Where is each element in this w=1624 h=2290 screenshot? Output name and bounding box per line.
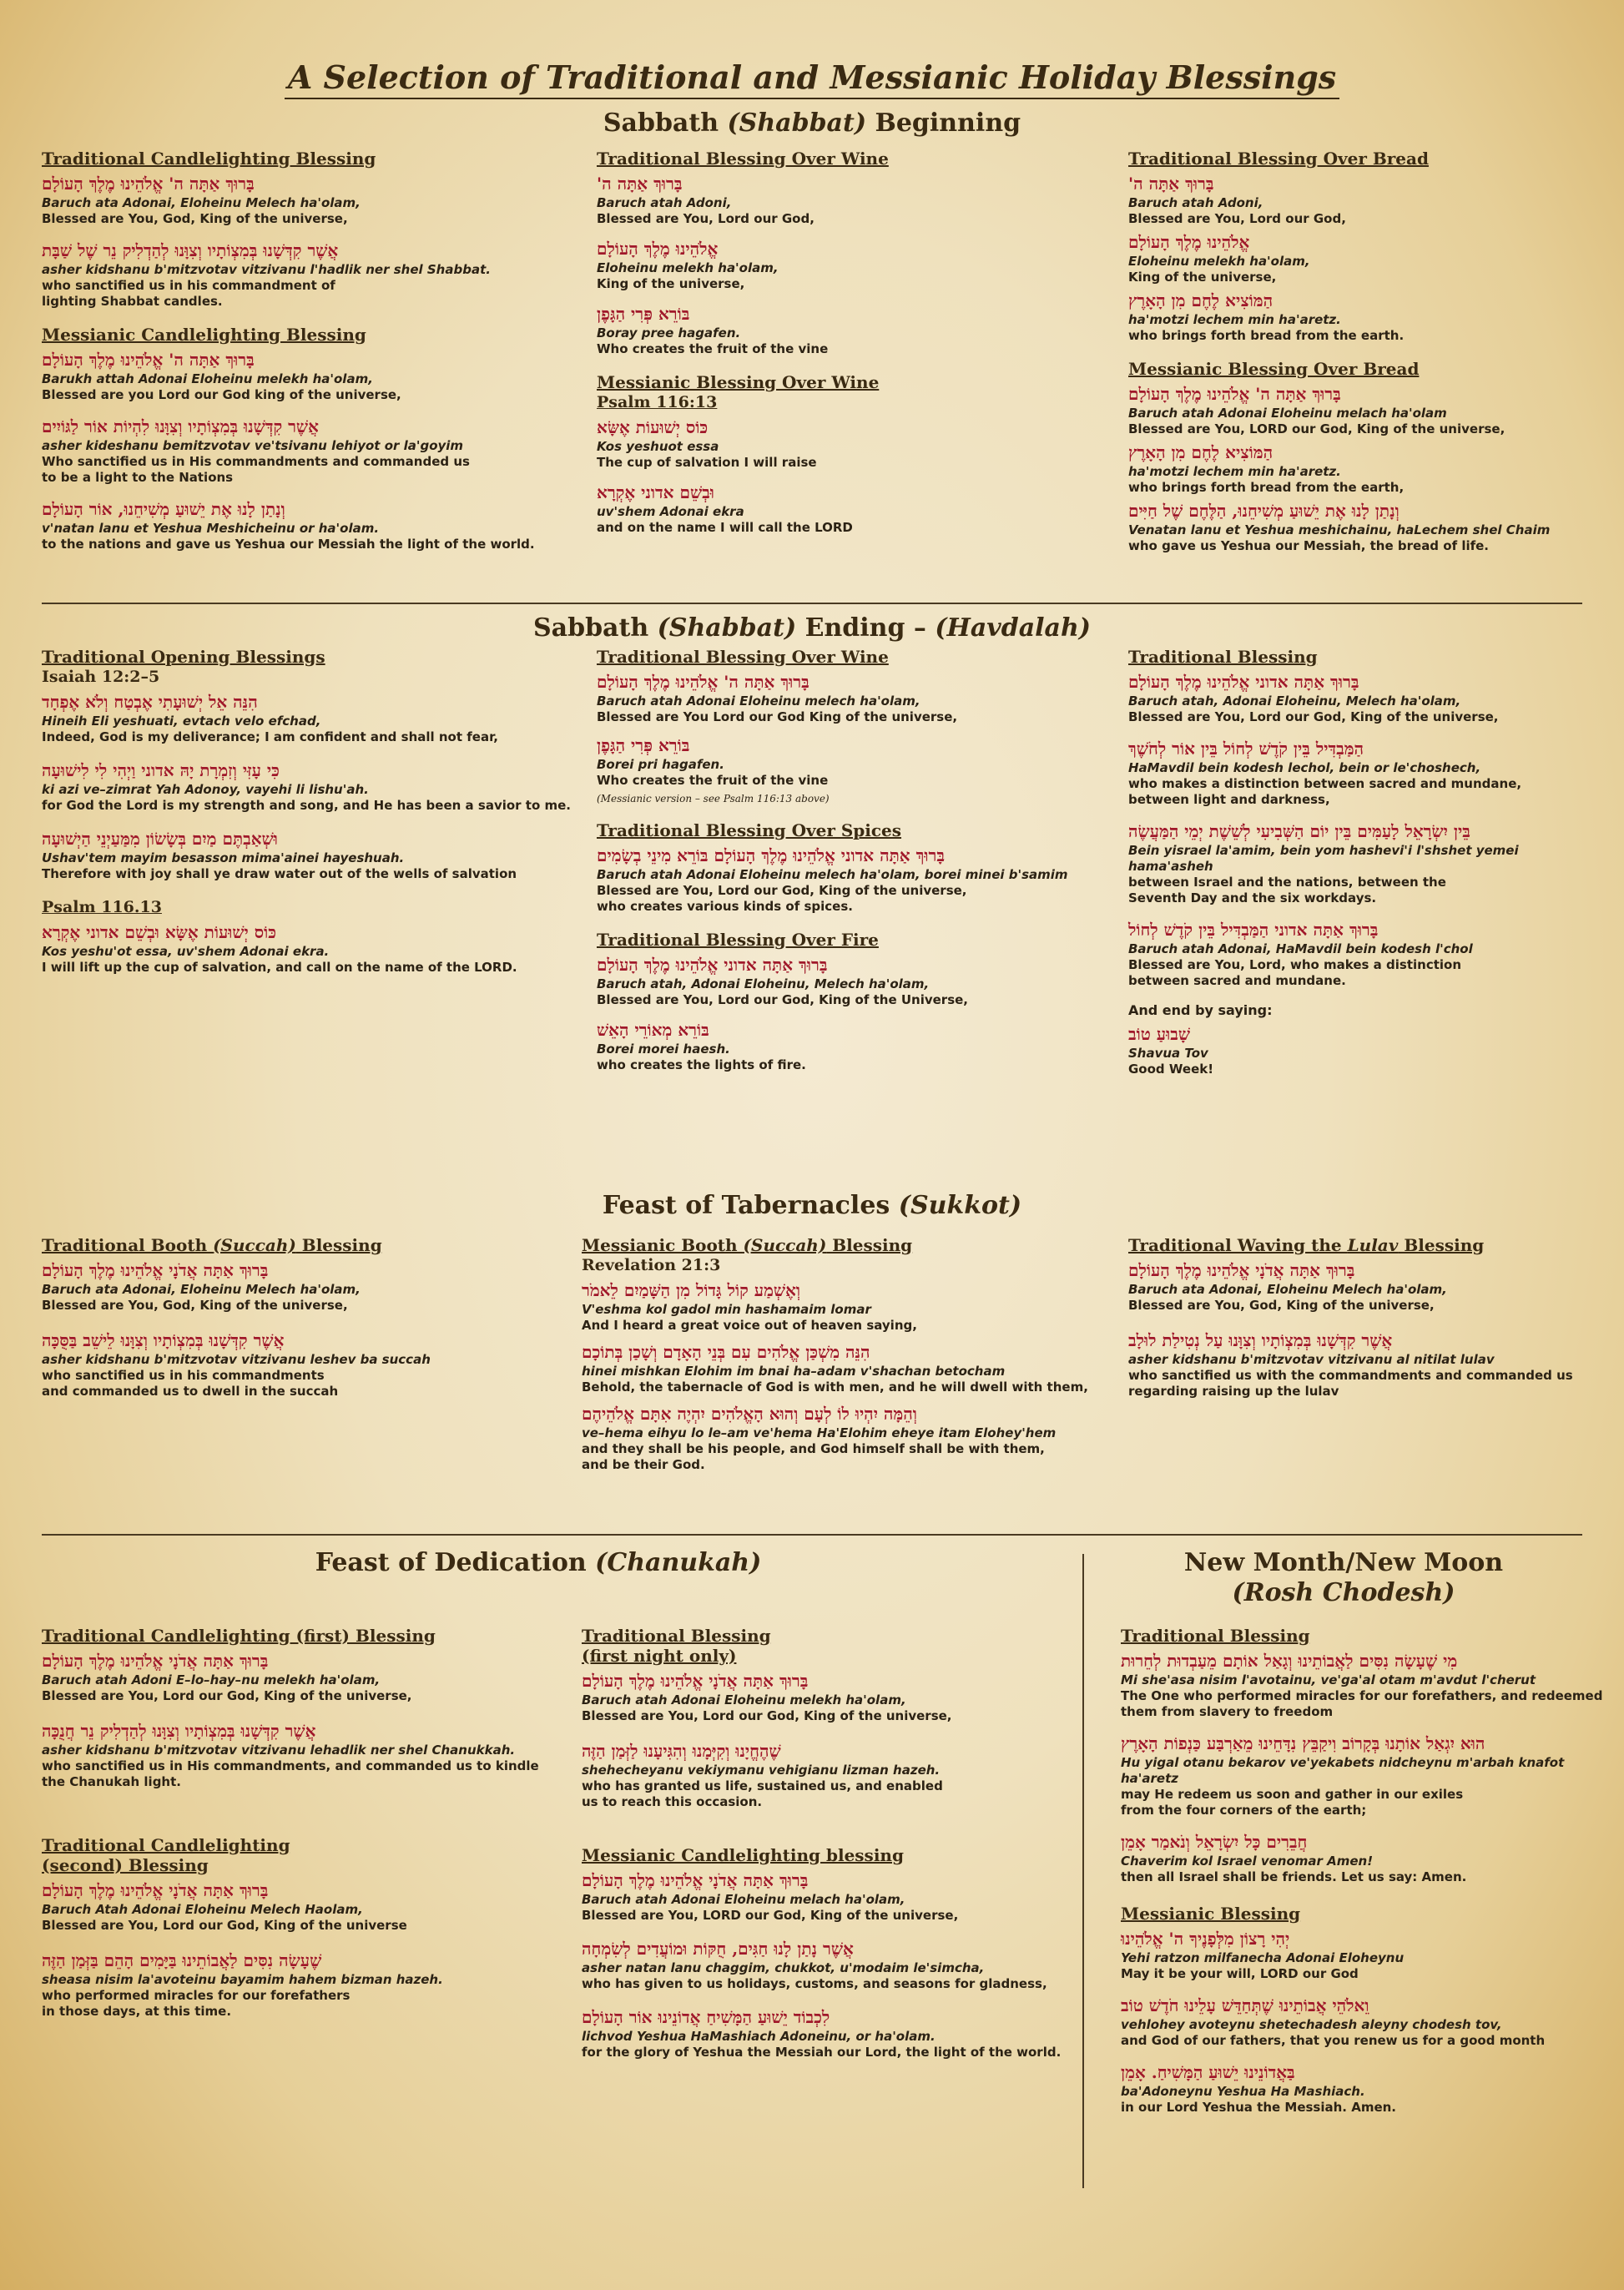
traditional-blessing-over-bread: [1128, 149, 1596, 344]
translation: and God of our fathers, that you renew us for a good month: [1121, 2033, 1546, 2048]
traditional-first-night-blessing: [582, 1626, 1066, 1810]
hebrew-text: וּבְשֵׁם אדוני אֶקְרָא: [597, 482, 714, 502]
traditional-blessing-over-fire: [597, 930, 1114, 1073]
havdalah-traditional-blessing: [1128, 647, 1596, 1077]
transliteration: asher kidshanu b'mitzvotav vitzivanu lehadlik ner shel Chanukkah.: [42, 1743, 516, 1758]
translation: who brings forth bread from the earth,: [1128, 480, 1405, 495]
hebrew-text: בָּרוּךְ אַתָּה ה' אֱלֹהֵינוּ מֶלֶךְ הָעוֹלָם: [42, 174, 255, 194]
hebrew-text: כּוֹס יְשׁוּעוֹת אֶשָּׂא: [597, 417, 709, 437]
blessing-heading: Messianic Blessing Over Wine: [597, 372, 880, 392]
hebrew-text: בָּרוּךְ אַתָּה ה' אֱלֹהֵינוּ מֶלֶךְ הָעוֹלָם: [42, 350, 255, 370]
translation: from the four corners of the earth;: [1121, 1803, 1367, 1818]
blessing-heading: Traditional Blessing Over Wine: [597, 149, 889, 169]
translation: Good Week!: [1128, 1062, 1214, 1077]
sukkot-col-2: [582, 1235, 1116, 1488]
section-title-chanukah: Feast of Dedication (Chanukah): [315, 1548, 762, 1577]
section-divider: [42, 603, 1582, 604]
translation: The cup of salvation I will raise: [597, 455, 817, 470]
transliteration: shehecheyanu vekiymanu vehigianu lizman hazeh.: [582, 1763, 941, 1778]
translation: the Chanukah light.: [42, 1774, 181, 1789]
translation: and be their God.: [582, 1457, 705, 1472]
hebrew-text: וּשְׁאַבְתֶּם מַיִם בְּשָׂשׂוֹן מִמַּעַיְנֵי הַיְשׁוּעָה: [42, 829, 278, 849]
traditional-candlelighting-first-blessing: [42, 1626, 559, 1790]
hebrew-text: בָּרוּךְ אַתָּה אדוני אֱלֹהֵינוּ מֶלֶךְ הָעוֹלָם בּוֹרֵא מִינֵי בְשָׂמִים: [597, 845, 946, 865]
translation: who makes a distinction between sacred and mundane,: [1128, 776, 1522, 791]
hebrew-text: הַמּוֹצִיא לֶחֶם מִן הָאָרֶץ: [1128, 290, 1273, 310]
translation: who sanctified us with the commandments and commanded us: [1128, 1368, 1573, 1383]
translation: who creates the lights of fire.: [597, 1057, 806, 1072]
shabbat-begin-col-3: [1128, 149, 1596, 569]
messianic-chanukah-candlelighting-blessing: [582, 1845, 1066, 2060]
transliteration: hinei mishkan Elohim im bnai ha–adam v'shachan betocham: [582, 1364, 1006, 1379]
transliteration: Borei morei haesh.: [597, 1042, 730, 1057]
transliteration: asher kidshanu b'mitzvotav vitzivanu l'hadlik ner shel Shabbat.: [42, 262, 491, 277]
transliteration: Kos yeshuot essa: [597, 439, 719, 454]
translation: Blessed are You, LORD our God, King of the universe,: [582, 1908, 959, 1923]
blessing-heading: Traditional Booth (Succah) Blessing: [42, 1235, 382, 1255]
transliteration: ve–hema eihyu lo le–am ve'hema Ha'Elohim eheye itam Elohey'hem: [582, 1425, 1057, 1440]
translation: who sanctified us in His commandments, and commanded us to kindle: [42, 1758, 539, 1773]
messianic-booth-blessing: [582, 1235, 1116, 1473]
transliteration: Baruch atah Adonai, HaMavdil bein kodesh l'chol: [1128, 941, 1473, 956]
hebrew-text: בָּרוּךְ אַתָּה ה' אֱלֹהֵינוּ מֶלֶךְ הָעוֹלָם: [1128, 384, 1341, 404]
transliteration: Barukh attah Adonai Eloheinu melekh ha'olam,: [42, 371, 373, 386]
hebrew-text: אֲשֶׁר קִדְּשָׁנוּ בְּמִצְוֹתָיו וְצִוָּנוּ עַל נְטִילַת לוּלָב: [1128, 1330, 1393, 1350]
rosh-chodesh-messianic-blessing: [1121, 1904, 1605, 2116]
transliteration: Baruch atah Adoni,: [1128, 195, 1263, 210]
translation: Blessed are You, Lord our God, King of the Universe,: [597, 992, 968, 1007]
translation: and commanded us to dwell in the succah: [42, 1384, 339, 1399]
transliteration: Baruch atah, Adonai Eloheinu, Melech ha'olam,: [597, 976, 930, 991]
translation: Seventh Day and the six workdays.: [1128, 890, 1377, 905]
scripture-reference: Psalm 116.13: [42, 898, 162, 916]
blessing-heading: Traditional Candlelighting: [42, 1835, 290, 1855]
transliteration: Baruch atah Adonai Eloheinu melach ha'olam: [1128, 406, 1447, 421]
hebrew-text: אֱלֹהֵינוּ מֶלֶךְ הָעוֹלָם: [1128, 232, 1250, 252]
blessing-heading: Messianic Booth (Succah) Blessing: [582, 1235, 913, 1255]
translation: Blessed are You, Lord our God, King of the universe,: [42, 1688, 412, 1703]
transliteration: Baruch atah Adonai Eloheinu melech ha'olam,: [597, 694, 920, 709]
translation: lighting Shabbat candles.: [42, 294, 223, 309]
hebrew-text: שֶׁעָשָׂה נִסִּים לַאֲבוֹתֵינוּ בַּיָּמִים הָהֵם בַּזְּמַן הַזֶּה: [42, 1950, 322, 1970]
hebrew-text: חֲבֵרִים כָּל יִשְׂרָאֵל וְנֹאמַר אָמֵן: [1121, 1832, 1308, 1852]
traditional-candlelighting-blessing: [42, 149, 559, 310]
translation: regarding raising up the lulav: [1128, 1384, 1339, 1399]
translation: Who creates the fruit of the vine: [597, 773, 829, 788]
traditional-candlelighting-second-blessing: [42, 1835, 559, 2020]
rosh-chodesh-col: [1121, 1626, 1605, 2131]
section-title-sukkot: Feast of Tabernacles (Sukkot): [602, 1191, 1022, 1220]
scripture-reference: Psalm 116:13: [597, 393, 718, 411]
blessing-heading: Messianic Blessing Over Bread: [1128, 359, 1420, 379]
hebrew-text: בּוֹרֵא פְּרִי הַגָּפֶן: [597, 304, 690, 324]
hebrew-text: בָּרוּךְ אַתָּה אדוני הַמַּבְדִּיל בֵּין קֹדֶשׁ לְחוֹל: [1128, 920, 1379, 940]
blessing-heading: Traditional Blessing: [582, 1626, 771, 1646]
chanukah-col-1: [42, 1626, 559, 2035]
transliteration: Bein yisrael la'amim, bein yom hashevi'i l'shshet yemei hama'asheh: [1128, 843, 1519, 874]
messianic-candlelighting-blessing: [42, 325, 559, 552]
transliteration: Ushav'tem mayim besasson mima'ainei hayeshuah.: [42, 850, 405, 865]
transliteration: Eloheinu melekh ha'olam,: [597, 260, 779, 275]
translation: Blessed are You, Lord our God,: [597, 211, 815, 226]
transliteration: Chaverim kol Israel venomar Amen!: [1121, 1854, 1374, 1869]
blessing-heading: Traditional Blessing Over Spices: [597, 820, 902, 840]
traditional-blessing-over-wine: [597, 149, 1097, 357]
transliteration: Eloheinu melekh ha'olam,: [1128, 254, 1310, 269]
hebrew-text: בָּרוּךְ אַתָּה ה': [597, 174, 683, 194]
transliteration: ba'Adoneynu Yeshua Ha Mashiach.: [1121, 2084, 1365, 2099]
hebrew-text: אֲשֶׁר קִדְּשָׁנוּ בְּמִצְוֹתָיו וְצִוָּנוּ לִהְיוֹת אוֹר לַגּוֹיִים: [42, 416, 319, 436]
havdalah-col-3: [1128, 647, 1596, 1092]
hebrew-text: אֲשֶׁר קִדְּשָׁנוּ בְּמִצְוֹתָיו וְצִוָּנוּ לְהַדְלִיק נֵר שֶׁל שַׁבָּת: [42, 240, 339, 260]
blessing-heading: Traditional Opening Blessings: [42, 647, 325, 667]
blessing-heading: Traditional Blessing Over Bread: [1128, 149, 1429, 169]
hebrew-text: אֲשֶׁר נָתַן לָנוּ חַגִּים, חֻקּוֹת וּמוֹעֲדִים לְשִׂמְחָה: [582, 1939, 854, 1959]
translation: Who creates the fruit of the vine: [597, 341, 829, 356]
hebrew-text: בֵּין יִשְׂרָאֵל לָעַמִּים בֵּין יוֹם הַשְּׁבִיעִי לְשֵׁשֶׁת יְמֵי הַמַּעֲשֶׂה: [1128, 821, 1470, 841]
messianic-version-note: (Messianic version – see Psalm 116:13 above): [597, 793, 830, 805]
hebrew-text: בָּרוּךְ אַתָּה אדוני אֱלֹהֵינוּ מֶלֶךְ הָעוֹלָם: [597, 955, 828, 975]
transliteration: Shavua Tov: [1128, 1046, 1208, 1061]
translation: who creates various kinds of spices.: [597, 899, 853, 914]
closing-instruction: And end by saying:: [1128, 1002, 1273, 1018]
translation: King of the universe,: [597, 276, 745, 291]
blessing-heading: Messianic Candlelighting blessing: [582, 1845, 904, 1865]
hebrew-text: וְנָתַן לָנוּ אֶת יֵשׁוּעַ מְשִׁיחֵנוּ, אוֹר הָעוֹלָם: [42, 499, 285, 519]
traditional-blessing-over-spices: [597, 820, 1114, 915]
translation: Therefore with joy shall ye draw water out of the wells of salvation: [42, 866, 517, 881]
messianic-blessing-over-wine: [597, 372, 1097, 536]
blessing-heading: Messianic Blessing: [1121, 1904, 1301, 1924]
transliteration: ki azi ve–zimrat Yah Adonoy, vayehi li lishu'ah.: [42, 782, 369, 797]
translation: who has given to us holidays, customs, and seasons for gladness,: [582, 1976, 1047, 1991]
transliteration: Boray pree hagafen.: [597, 325, 741, 340]
hebrew-text: בָּרוּךְ אַתָּה ה' אֱלֹהֵינוּ מֶלֶךְ הָעוֹלָם: [597, 672, 809, 692]
transliteration: Baruch ata Adonai, Eloheinu Melech ha'olam,: [42, 195, 361, 210]
translation: Blessed are You Lord our God King of the universe,: [597, 709, 958, 724]
hebrew-text: בָּרוּךְ אַתָּה אדוני אֱלֹהֵינוּ מֶלֶךְ הָעוֹלָם: [1128, 672, 1359, 692]
blessing-heading: Traditional Blessing Over Fire: [597, 930, 879, 950]
scripture-reference: Isaiah 12:2–5: [42, 668, 160, 686]
hebrew-text: בָּרוּךְ אַתָּה אֲדֹנָי אֱלֹהֵינוּ מֶלֶךְ הָעוֹלָם: [1128, 1260, 1355, 1280]
hebrew-text: בַּאֲדוֹנֵינוּ יֵשׁוּעַ הַמָּשִׁיחַ. אָמֵן: [1121, 2062, 1295, 2082]
section-title-havdalah: Sabbath (Shabbat) Ending – (Havdalah): [532, 613, 1091, 643]
hebrew-text: וֵאלֹהֵי אֲבוֹתֵינוּ שֶׁתְּחַדֵּשׁ עָלֵינוּ חֹדֶשׁ טוֹב: [1121, 1995, 1369, 2015]
translation: them from slavery to freedom: [1121, 1704, 1334, 1719]
hebrew-text: שֶׁהֶחֱיָנוּ וְקִיְּמָנוּ וְהִגִּיעָנוּ לַזְּמַן הַזֶּה: [582, 1741, 781, 1761]
transliteration: sheasa nisim la'avoteinu bayamim hahem bizman hazeh.: [42, 1972, 443, 1987]
hebrew-text: בָּרוּךְ אַתָּה אֲדֹנָי אֱלֹהֵינוּ מֶלֶךְ הָעוֹלָם: [582, 1671, 809, 1691]
translation: who sanctified us in his commandment of: [42, 278, 335, 293]
translation: Blessed are You, God, King of the universe,: [42, 1298, 348, 1313]
blessing-heading: Traditional Blessing: [1128, 647, 1318, 667]
transliteration: Baruch atah Adonai Eloheinu melekh ha'olam,: [582, 1692, 906, 1707]
translation: in those days, at this time.: [42, 2004, 232, 2019]
transliteration: asher kidshanu b'mitzvotav vitzivanu leshev ba succah: [42, 1352, 431, 1367]
blessing-heading: Traditional Blessing: [1121, 1626, 1310, 1646]
translation: between sacred and mundane.: [1128, 973, 1346, 988]
translation: Blessed are you Lord our God king of the universe,: [42, 387, 401, 402]
transliteration: Baruch atah Adonai Eloheinu melach ha'olam,: [582, 1892, 905, 1907]
blessing-heading: Traditional Waving the Lulav Blessing: [1128, 1235, 1485, 1255]
translation: Blessed are You, Lord our God,: [1128, 211, 1346, 226]
translation: who sanctified us in his commandments: [42, 1368, 325, 1383]
blessing-heading: Messianic Candlelighting Blessing: [42, 325, 366, 345]
translation: who performed miracles for our forefathers: [42, 1988, 351, 2003]
translation: Blessed are You, Lord our God, King of the universe,: [597, 883, 967, 898]
hebrew-text: לִכְבוֹד יֵשׁוּעַ הַמָּשִׁיחַ אֲדוֹנֵינוּ אוֹר הָעוֹלָם: [582, 2007, 830, 2027]
hebrew-text: אֲשֶׁר קִדְּשָׁנוּ בְּמִצְוֹתָיו וְצִוָּנוּ לֵישֵׁב בַּסֻּכָּה: [42, 1330, 285, 1350]
transliteration: Baruch Atah Adonai Eloheinu Melech Haolam,: [42, 1902, 363, 1917]
hebrew-text: הוּא יִגְאַל אוֹתָנוּ בְּקָרוֹב וִיקַבֵּץ נִדָּחֵינוּ מֵאַרְבַּע כַּנְפוֹת הָאָרֶץ: [1121, 1733, 1485, 1753]
translation: Blessed are You, God, King of the universe,: [1128, 1298, 1435, 1313]
transliteration: ha'motzi lechem min ha'aretz.: [1128, 464, 1341, 479]
rosh-chodesh-traditional-blessing: [1121, 1626, 1605, 1885]
blessing-heading: Traditional Candlelighting Blessing: [42, 149, 376, 169]
messianic-blessing-over-bread: [1128, 359, 1596, 554]
transliteration: Baruch atah Adonai Eloheinu melech ha'olam, borei minei b'samim: [597, 867, 1068, 882]
translation: and on the name I will call the LORD: [597, 520, 853, 535]
translation: to the nations and gave us Yeshua our Messiah the light of the world.: [42, 537, 535, 552]
section-title-rosh-chodesh: New Month/New Moon (Rosh Chodesh): [1183, 1548, 1504, 1607]
transliteration: Kos yeshu'ot essa, uv'shem Adonai ekra.: [42, 944, 330, 959]
hebrew-text: הַמַּבְדִּיל בֵּין קֹדֶשׁ לְחוֹל בֵּין אוֹר לְחֹשֶׁךְ: [1128, 739, 1364, 759]
column-divider: [1082, 1554, 1084, 2188]
sukkot-col-3: [1128, 1235, 1596, 1415]
hebrew-text: יְהִי רָצוֹן מִלְּפָנֶיךָ ה' אֱלֹהֵינוּ: [1121, 1929, 1290, 1949]
chanukah-col-2: [582, 1626, 1066, 2076]
hebrew-text: בּוֹרֵא פְּרִי הַגָּפֶן: [597, 735, 690, 755]
transliteration: Baruch atah Adoni E–lo–hay–nu melekh ha'olam,: [42, 1672, 381, 1687]
transliteration: HaMavdil bein kodesh lechol, bein or le'choshech,: [1128, 760, 1481, 775]
hebrew-text: וְנָתַן לָנוּ אֶת יֵשׁוּעַ מְשִׁיחֵנוּ, הַלֶּחֶם שֶׁל חַיִּים: [1128, 501, 1400, 521]
transliteration: Mi she'asa nisim l'avotainu, ve'ga'al otam m'avdut l'cherut: [1121, 1672, 1536, 1687]
transliteration: Baruch ata Adonai, Eloheinu Melech ha'olam,: [1128, 1282, 1447, 1297]
translation: Blessed are You, Lord our God, King of the universe: [42, 1918, 407, 1933]
translation: Blessed are You, Lord, who makes a distinction: [1128, 957, 1462, 972]
translation: Indeed, God is my deliverance; I am confident and shall not fear,: [42, 729, 498, 744]
translation: then all Israel shall be friends. Let us say: Amen.: [1121, 1869, 1467, 1884]
translation: between light and darkness,: [1128, 792, 1330, 807]
translation: to be a light to the Nations: [42, 470, 234, 485]
transliteration: vehlohey avoteynu shetechadesh aleyny chodesh tov,: [1121, 2017, 1502, 2032]
hebrew-text: בָּרוּךְ אַתָּה אֲדֹנָי אֱלֹהֵינוּ מֶלֶךְ הָעוֹלָם: [42, 1260, 269, 1280]
transliteration: Borei pri hagafen.: [597, 757, 724, 772]
translation: us to reach this occasion.: [582, 1794, 763, 1809]
section-title-shabbat-beginning: Sabbath (Shabbat) Beginning: [603, 108, 1021, 138]
shabbat-begin-col-2: [597, 149, 1097, 551]
hebrew-text: הִנֵּה מִשְׁכַּן אֱלֹהִים עִם בְּנֵי הָאָדָם וְשָׁכַן בְּתוֹכָם: [582, 1342, 870, 1362]
shabbat-begin-col-1: [42, 149, 559, 567]
hebrew-text: בָּרוּךְ אַתָּה אֲדֹנָי אֱלֹהֵינוּ מֶלֶךְ הָעוֹלָם: [42, 1651, 269, 1671]
transliteration: uv'shem Adonai ekra: [597, 504, 744, 519]
hebrew-text: בּוֹרֵא מְאוֹרֵי הָאֵשׁ: [597, 1020, 709, 1040]
havdalah-col-2: [597, 647, 1114, 1088]
translation: And I heard a great voice out of heaven saying,: [582, 1318, 917, 1333]
translation: The One who performed miracles for our forefathers, and redeemed: [1121, 1688, 1603, 1703]
translation: and they shall be his people, and God himself shall be with them,: [582, 1441, 1045, 1456]
translation: who gave us Yeshua our Messiah, the bread of life.: [1128, 538, 1490, 553]
translation: in our Lord Yeshua the Messiah. Amen.: [1121, 2100, 1397, 2115]
scripture-reference: Revelation 21:3: [582, 1256, 721, 1274]
hebrew-text: אֱלֹהֵינוּ מֶלֶךְ הָעוֹלָם: [597, 239, 719, 259]
transliteration: asher kideshanu bemitzvotav ve'tsivanu lehiyot or la'goyim: [42, 438, 464, 453]
transliteration: Yehi ratzon milfanecha Adonai Eloheynu: [1121, 1950, 1405, 1965]
hebrew-text: הִנֵּה אֵל יְשׁוּעָתִי אֶבְטַח וְלֹא אֶפְחָד: [42, 692, 258, 712]
translation: Who sanctified us in His commandments and commanded us: [42, 454, 470, 469]
hebrew-text: אֲשֶׁר קִדְּשָׁנוּ בְּמִצְוֹתָיו וְצִוָּנוּ לְהַדְלִיק נֵר חֲנֻכָּה: [42, 1721, 316, 1741]
traditional-opening-blessings: [42, 647, 584, 882]
transliteration: v'natan lanu et Yeshua Meshicheinu or ha'olam.: [42, 521, 380, 536]
translation: may He redeem us soon and gather in our exiles: [1121, 1787, 1464, 1802]
section-divider: [42, 1534, 1582, 1536]
hebrew-text: שָׁבוּעַ טוֹב: [1128, 1024, 1191, 1044]
hebrew-text: בָּרוּךְ אַתָּה ה': [1128, 174, 1214, 194]
hebrew-text: הַמּוֹצִיא לֶחֶם מִן הָאָרֶץ: [1128, 442, 1273, 462]
translation: between Israel and the nations, between the: [1128, 875, 1446, 890]
transliteration: Baruch ata Adonai, Eloheinu Melech ha'olam,: [42, 1282, 361, 1297]
translation: Blessed are You, LORD our God, King of the universe,: [1128, 421, 1505, 436]
translation: Blessed are You, Lord our God, King of the universe,: [1128, 709, 1499, 724]
havdalah-blessing-over-wine: [597, 647, 1114, 805]
transliteration: ha'motzi lechem min ha'aretz.: [1128, 312, 1341, 327]
translation: who has granted us life, sustained us, and enabled: [582, 1778, 943, 1793]
blessing-heading: Traditional Candlelighting (first) Blessing: [42, 1626, 436, 1646]
transliteration: Venatan lanu et Yeshua meshichainu, haLechem shel Chaim: [1128, 522, 1551, 537]
translation: Blessed are You, God, King of the universe,: [42, 211, 348, 226]
transliteration: asher kidshanu b'mitzvotav vitzivanu al nitilat lulav: [1128, 1352, 1495, 1367]
translation: King of the universe,: [1128, 270, 1277, 285]
psalm-116-13-blessing: [42, 897, 584, 976]
transliteration: Hineih Eli yeshuati, evtach velo efchad,: [42, 714, 321, 729]
hebrew-text: בָּרוּךְ אַתָּה אֲדֹנָי אֱלֹהֵינוּ מֶלֶךְ הָעוֹלָם: [42, 1880, 269, 1900]
sukkot-col-1: [42, 1235, 559, 1415]
transliteration: asher natan lanu chaggim, chukkot, u'modaim le'simcha,: [582, 1960, 985, 1975]
traditional-booth-blessing: [42, 1235, 559, 1400]
hebrew-text: כּוֹס יְשׁוּעוֹת אֶשָּׂא וּבְשֵׁם אדוני אֶקְרָא: [42, 922, 277, 942]
blessing-heading: (second) Blessing: [42, 1855, 209, 1875]
blessing-heading: (first night only): [582, 1646, 737, 1666]
traditional-waving-lulav-blessing: [1128, 1235, 1596, 1400]
blessing-heading: Traditional Blessing Over Wine: [597, 647, 889, 667]
page-title: A Selection of Traditional and Messianic Holiday Blessings: [0, 58, 1624, 96]
transliteration: lichvod Yeshua HaMashiach Adoneinu, or ha'olam.: [582, 2029, 936, 2044]
translation: Blessed are You, Lord our God, King of the universe,: [582, 1708, 952, 1723]
transliteration: V'eshma kol gadol min hashamaim lomar: [582, 1302, 871, 1317]
hebrew-text: כִּי עָזִּי וְזִמְרָת יָהּ אדוני וַיְהִי לִי לִישׁוּעָה: [42, 760, 280, 780]
translation: Behold, the tabernacle of God is with men, and he will dwell with them,: [582, 1380, 1088, 1395]
hebrew-text: וְהֵמָּה יִהְיוּ לוֹ לְעָם וְהוּא הָאֱלֹהִים יִהְיֶה אִתָּם אֱלֹהֵיהֶם: [582, 1404, 917, 1424]
transliteration: Baruch atah Adoni,: [597, 195, 732, 210]
havdalah-col-1: [42, 647, 584, 991]
hebrew-text: בָּרוּךְ אַתָּה אֲדֹנָי אֱלֹהֵינוּ מֶלֶךְ הָעוֹלָם: [582, 1870, 809, 1890]
translation: who brings forth bread from the earth.: [1128, 328, 1405, 343]
translation: for the glory of Yeshua the Messiah our Lord, the light of the world.: [582, 2045, 1062, 2060]
translation: for God the Lord is my strength and song, and He has been a savior to me.: [42, 798, 571, 813]
translation: I will lift up the cup of salvation, and call on the name of the LORD.: [42, 960, 517, 975]
transliteration: Baruch atah, Adonai Eloheinu, Melech ha'olam,: [1128, 694, 1461, 709]
translation: May it be your will, LORD our God: [1121, 1966, 1359, 1981]
hebrew-text: מִי שֶׁעָשָׂה נִסִּים לַאֲבוֹתֵינוּ וְגָאַל אוֹתָם מֵעַבְדוּת לְחֵרוּת: [1121, 1651, 1458, 1671]
hebrew-text: וְאֶשְׁמַע קוֹל גָּדוֹל מִן הַשָּׁמַיִם לֵאמֹר: [582, 1280, 801, 1300]
transliteration: Hu yigal otanu bekarov ve'yekabets nidcheynu m'arbah knafot ha'aretz: [1121, 1755, 1565, 1786]
